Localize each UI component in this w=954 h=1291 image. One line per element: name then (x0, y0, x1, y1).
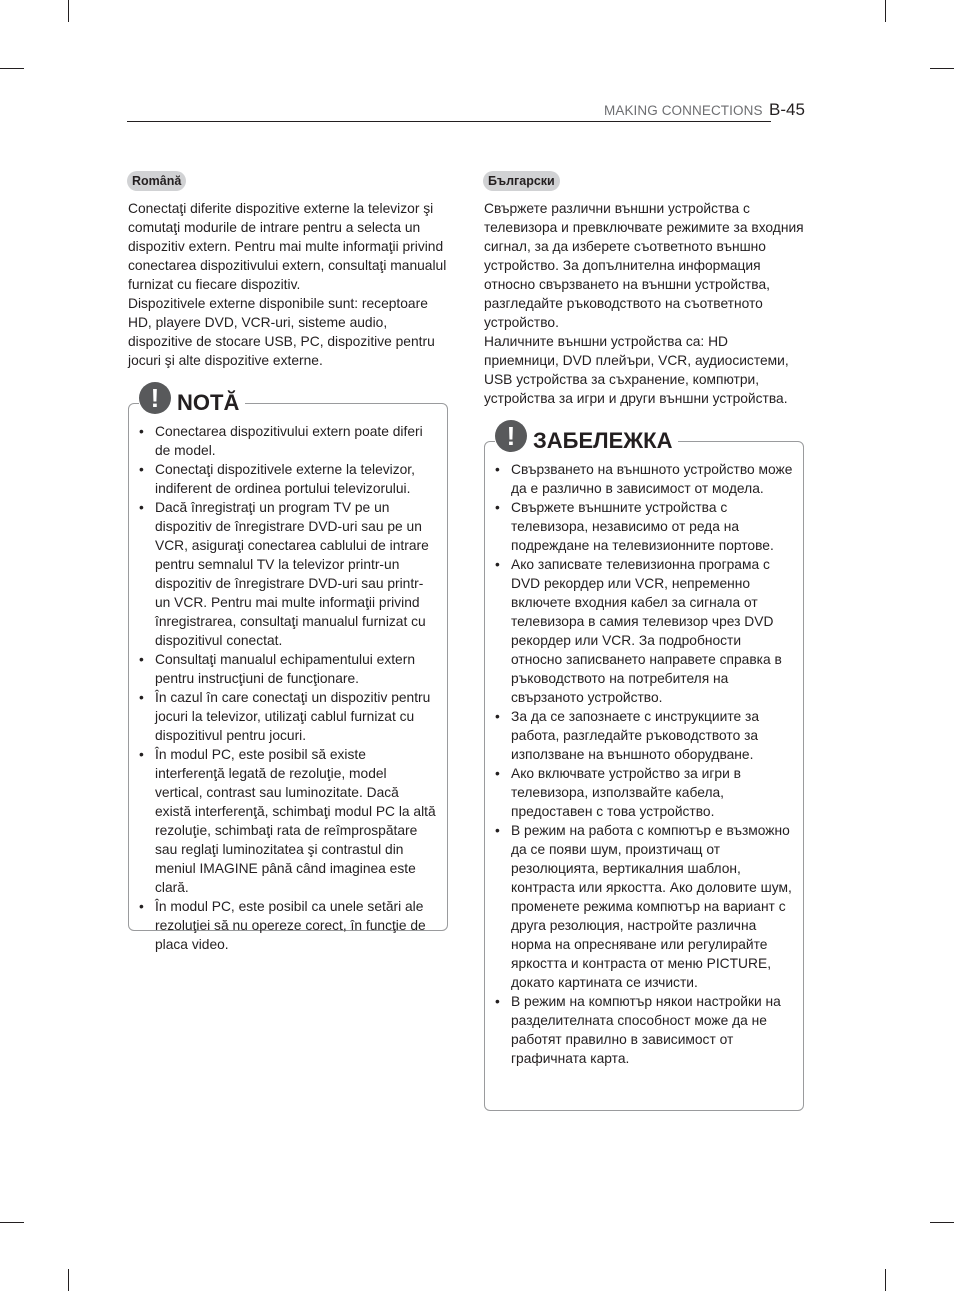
crop-mark (68, 0, 69, 22)
intro-romana (128, 199, 450, 370)
list-item: • Свързването на външното устройство може да е различно в зависимост от модела. (493, 460, 793, 498)
intro-paragraph: Conectaţi diferite dispozitive externe la televizor şi comutaţi modurile de intrare pentru a selecta un dispozitiv extern. Pentru mai multe informaţii privind conectarea dispozitivului extern, consultaţi manualul furnizat cu fiecare dispozitiv. (128, 201, 447, 292)
note-title: ЗАБЕЛЕЖКА (533, 428, 673, 453)
crop-mark (885, 1269, 886, 1291)
list-item: • Свържете външните устройства с телевизора, независимо от реда на подреждане на телевизионните портове. (493, 498, 793, 555)
list-item: • În cazul în care conectaţi un dispozitiv pentru jocuri la televizor, utilizaţi cablul furnizat cu dispozitivul pentru jocuri. (137, 688, 437, 745)
crop-mark (0, 68, 24, 69)
list-item: • В режим на работа с компютър е възможно да се появи шум, произтичащ от резолюцията, вертикалния шаблон, контраста или яркостта. Ако доловите шум, променете режима компютър на вариант с друга резолюция, настройте различна норма на опресняване или регулирайте яркостта и контраста от меню PICTURE, докато картината се изчисти. (493, 821, 793, 992)
crop-mark (930, 1222, 954, 1223)
note-list (137, 422, 437, 954)
list-item: • За да се запознаете с инструкциите за работа, разгледайте ръководството за използване на външното оборудване. (493, 707, 793, 764)
list-item: • Conectaţi dispozitivele externe la televizor, indiferent de ordinea portului televizorului. (137, 460, 437, 498)
list-item: • În modul PC, este posibil ca unele setări ale rezoluţiei să nu opereze corect, în funcţie de placa video. (137, 897, 437, 954)
note-header (139, 382, 245, 418)
crop-mark (930, 68, 954, 69)
column-romana (128, 171, 450, 952)
list-item: • Ако включвате устройство за игри в телевизора, използвайте кабела, предоставен с това устройство. (493, 764, 793, 821)
section-title: MAKING CONNECTIONS (604, 103, 763, 118)
list-item: • Conectarea dispozitivului extern poate diferi de model. (137, 422, 437, 460)
note-header (495, 420, 678, 456)
crop-mark (68, 1269, 69, 1291)
crop-mark (885, 0, 886, 22)
list-item: • Ако записвате телевизионна програма с DVD рекордер или VCR, непременно включете входния кабел за сигнала от телевизора в самия телевизор чрез DVD рекордер или VCR. За подробности относно записването направете справка в ръководството на потребителя на свързаното устройство. (493, 555, 793, 707)
exclamation-circle-icon: ! (495, 420, 527, 452)
list-item: • În modul PC, este posibil să existe interferenţă legată de rezoluţie, model vertical, contrast sau luminozitate. Dacă există interferenţă, schimbaţi modul PC la altă rezoluţie, schimbaţi rata de reîmprospătare sau reglaţi luminozitatea şi contrastul din meniul IMAGINE până când imaginea este clară. (137, 745, 437, 897)
language-tab-romana: Română (127, 171, 186, 191)
note-box-bulgarski (484, 421, 804, 1111)
intro-paragraph: Свържете различни външни устройства с телевизора и превключвате режимите за входния сигнал, за да изберете съответното външно устройство. За допълнителна информация относно свързването на външни устройства, разгледайте ръководството на съответното устройство. (484, 201, 804, 330)
intro-paragraph: Dispozitivele externe disponibile sunt: receptoare HD, playere DVD, VCR-uri, sisteme audio, dispozitive de stocare USB, PC, dispozitive pentru jocuri şi alte dispozitive externe. (128, 296, 435, 368)
page-number: B-45 (769, 100, 805, 119)
list-item: • В режим на компютър някои настройки на разделителната способност може да не работят правилно в зависимост от графичната карта. (493, 992, 793, 1068)
language-tab-bulgarski: Български (483, 171, 560, 191)
crop-mark (0, 1222, 24, 1223)
note-list (493, 460, 793, 1068)
intro-paragraph: Наличните външни устройства са: HD приемници, DVD плейъри, VCR, аудиосистеми, USB устройства за съхранение, компютри, устройства за игри и други външни устройства. (484, 334, 789, 406)
header-divider (127, 121, 771, 122)
list-item: • Dacă înregistraţi un program TV pe un dispozitiv de înregistrare DVD-uri sau pe un VCR, asiguraţi conectarea cablului de intrare pentru semnalul TV la televizor printr-un dispozitiv de înregistrare DVD-uri sau printr-un VCR. Pentru mai multe informaţii privind înregistrarea, consultaţi manualul furnizat cu dispozitivul conectat. (137, 498, 437, 650)
exclamation-circle-icon: ! (139, 382, 171, 414)
intro-bulgarski (484, 199, 806, 408)
note-title: NOTĂ (177, 390, 240, 415)
column-bulgarski (484, 171, 806, 1111)
list-item: • Consultaţi manualul echipamentului extern pentru instrucţiuni de funcţionare. (137, 650, 437, 688)
note-box-romana (128, 383, 448, 952)
